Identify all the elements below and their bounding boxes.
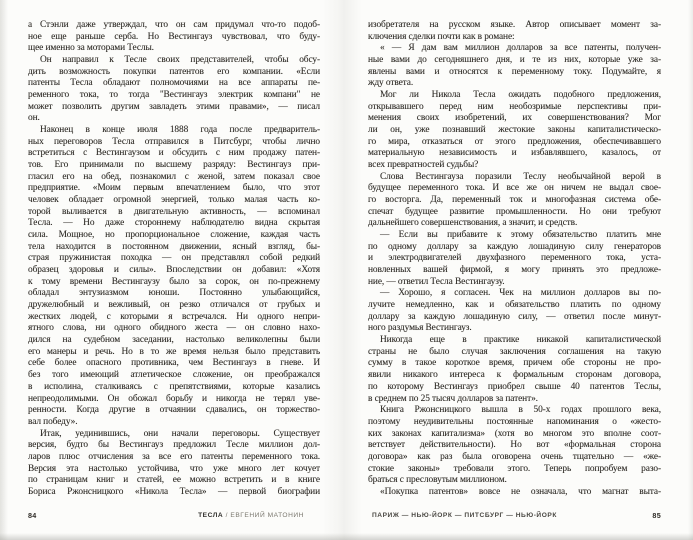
running-head-separator: / bbox=[223, 512, 231, 519]
text-line: — Хорошо, я согласен. Чек на миллион долларов вы по- bbox=[380, 288, 661, 299]
text-line: вал победу». bbox=[28, 416, 78, 427]
left-page-number: 84 bbox=[28, 511, 37, 520]
text-line: к тому времени Вестингаузу было за сорок, он по-прежнему bbox=[28, 276, 320, 287]
text-line: го мира, отказаться от этого предложения, обеспечивавшего bbox=[368, 136, 661, 147]
text-line: обладал энтузиазмом юноши. Постоянно улыбающийся, bbox=[28, 288, 320, 299]
text-line: жду ответа. bbox=[368, 78, 414, 89]
text-line: дружелюбный и вежливый, он резко отличался от грубых и bbox=[28, 300, 320, 311]
text-line: ременного тока, то тогда "Вестингауз электрик компани" не bbox=[28, 90, 320, 101]
text-line: по которому Вестингауз приобрел свыше 40 патентов Теслы, bbox=[368, 381, 661, 392]
text-line: сумму в такое короткое время, причем обе стороны не про- bbox=[368, 358, 661, 369]
text-line: го восторга. Да, переменный ток и многофазная система обе- bbox=[368, 195, 661, 206]
text-line: дить возможность покупки патентов его компании. «Если bbox=[28, 66, 320, 77]
text-line: щее именно за моторами Теслы. bbox=[28, 43, 154, 54]
text-line: дился на судебном заседании, настолько великолепны были bbox=[28, 335, 320, 346]
text-line: тов. Его принимали по высшему разряду: Вестингауз при- bbox=[28, 160, 320, 171]
text-line: а Стэнли даже утверждал, что он сам придумал что-то подоб- bbox=[28, 20, 320, 30]
text-line: « — Я дам вам миллион долларов за все патенты, получен- bbox=[380, 43, 661, 54]
text-line: ключения сделки почти как в романе: bbox=[368, 31, 515, 42]
text-line: договора» как раз была оговорена очень тщательно — «же- bbox=[368, 451, 661, 462]
left-page-footer bbox=[28, 511, 320, 523]
text-line: браться с пресловутым миллионом. bbox=[368, 475, 507, 486]
right-page-footer bbox=[368, 511, 661, 523]
text-line: непреодолимыми. Он обожал борьбу и никогда не терял уве- bbox=[28, 393, 320, 404]
text-line: торой выливается в двигательную активность, — вспоминал bbox=[28, 206, 320, 217]
text-line: образец здоровья и силы». Впоследствии он добавил: «Хотя bbox=[28, 265, 320, 276]
scan-edge-right bbox=[688, 0, 693, 540]
right-running-head: ПАРИЖ — НЬЮ-ЙОРК — ПИТСБУРГ — НЬЮ-ЙОРК bbox=[372, 512, 557, 519]
text-line: страя пружинистая походка — он представлял собой редкий bbox=[28, 253, 320, 264]
text-line: поэтому неудивительны постоянные напоминания о «жесто- bbox=[368, 416, 661, 427]
text-line: встретиться с Вестингаузом и обсудить с ним продажу патен- bbox=[28, 148, 320, 159]
text-line: он. bbox=[28, 113, 40, 124]
text-line: ли он, уже познавший жестокие законы капиталистическо- bbox=[368, 125, 661, 136]
text-line: всех превратностей судьбы? bbox=[368, 160, 479, 171]
text-line: ветствует действительности). Но вот «формальная сторона bbox=[368, 440, 661, 451]
right-page-number: 85 bbox=[652, 511, 661, 520]
text-line: лучите немедленно, как и обязательство платить по одному bbox=[368, 300, 661, 311]
scan-edge-left bbox=[0, 0, 8, 540]
text-line: страны не было случая заключения соглашения на такую bbox=[368, 346, 661, 357]
text-line: Книга Ржонсницкого вышла в 50-х годах прошлого века, bbox=[380, 405, 661, 416]
text-line: Бориса Ржонсницкого «Никола Тесла» — первой биографии bbox=[28, 486, 320, 497]
text-line: Наконец в конце июля 1888 года после предваритель- bbox=[40, 125, 320, 136]
text-line: ного раздумья Вестингауз. bbox=[368, 323, 472, 334]
text-line: в среднем по 25 тысяч долларов за патент». bbox=[368, 393, 538, 404]
text-line: изобретателя на русском языке. Автор описывает момент за- bbox=[368, 20, 661, 30]
text-line: патенты Тесла обладают полномочиями на все аппараты пе- bbox=[28, 78, 320, 89]
text-line: в исполина, сталкиваясь с препятствиями, которые казались bbox=[28, 381, 320, 392]
text-line: Итак, уединившись, они начали переговоры. Существует bbox=[40, 428, 320, 439]
text-line: его манеры и речь. Но в то же время нельзя было представить bbox=[28, 346, 320, 357]
text-line: материальную независимость и избавлявшего, казалось, от bbox=[368, 148, 661, 159]
text-line: жестких людей, с которыми я встречался. Ни одного непри- bbox=[28, 311, 320, 322]
text-line: — Если вы прибавите к этому обязательство платить мне bbox=[380, 230, 661, 241]
text-line: Мог ли Никола Тесла ожидать подобного предложения, bbox=[380, 90, 661, 101]
text-line: ларов плюс отчисления за все его патенты переменного тока. bbox=[28, 451, 320, 462]
text-line: ных переговоров Тесла отправился в Питсбург, чтобы лично bbox=[28, 136, 320, 147]
text-line: новленных вашей фирмой, я могу принять это предложе- bbox=[368, 265, 661, 276]
text-line: открывавшего перед ним необозримые перспективы при- bbox=[368, 101, 661, 112]
text-line: «Покупка патентов» вовсе не означала, что магнат выта- bbox=[380, 486, 661, 497]
text-line: без того имеющий атлетическое сложение, он преображался bbox=[28, 370, 320, 381]
running-head-book-title: ТЕСЛА bbox=[198, 512, 224, 519]
text-line: явлены вами и относятся к переменному току. Подумайте, я bbox=[368, 66, 661, 77]
text-line: будущее переменного тока. И все же он ничем не выдал свое- bbox=[368, 183, 661, 194]
text-line: ное еще раньше серба. Но Вестингауз чувствовал, что буду- bbox=[28, 31, 320, 42]
text-line: явили никакого интереса к формальным сторонам договора, bbox=[368, 370, 661, 381]
text-line: сила. Мощное, но пропорциональное сложение, каждая часть bbox=[28, 230, 320, 241]
text-line: человек обладает огромной энергией, только малая часть ко- bbox=[28, 195, 320, 206]
text-line: ких законах капитализма» (хотя во многом это вполне соот- bbox=[368, 428, 661, 439]
right-page-text-column bbox=[368, 20, 661, 499]
text-line: по страницам книг и статей, ее можно встретить и в книге bbox=[28, 475, 320, 486]
text-line: менения своих изобретений, их совершенствования? Мог bbox=[368, 113, 661, 124]
text-line: предприятие. «Моим первым впечатлением было, что этот bbox=[28, 183, 320, 194]
text-line: доллару за каждую лошадиную силу, — ответил после минут- bbox=[368, 311, 661, 322]
text-line: Никогда еще в практике никакой капиталистической bbox=[380, 335, 661, 346]
text-line: стокие законы» требовали этого. Теперь попробуем разо- bbox=[368, 463, 661, 474]
text-line: по одному доллару за каждую лошадиную силу генераторов bbox=[368, 241, 661, 252]
text-line: ние, — ответил Тесла Вестингаузу. bbox=[368, 276, 505, 287]
text-line: ятного слова, ни одного обидного жеста — он словно нахо- bbox=[28, 323, 320, 334]
text-line: версия, будто бы Вестингауз предложил Тесле миллион дол- bbox=[28, 440, 320, 451]
running-head-author: ЕВГЕНИЙ МАТОНИН bbox=[230, 512, 304, 519]
text-line: может позволить другим завладеть этими правами», — писал bbox=[28, 101, 320, 112]
text-line: Тесла. — Но даже стороннему наблюдателю видна скрытая bbox=[28, 218, 320, 229]
text-line: гласил его на обед, познакомил с женой, затем показал свое bbox=[28, 171, 320, 182]
text-line: ные вами до сегодняшнего дня, и те из них, которые уже за- bbox=[368, 55, 661, 66]
text-line: тела находится в постоянном движении, ясный взгляд, бы- bbox=[28, 241, 320, 252]
text-line: и электродвигателей двухфазного переменного тока, уста- bbox=[368, 253, 661, 264]
left-page-text-column bbox=[28, 20, 320, 499]
text-line: спечат будущее развитие промышленности. Но они требуют bbox=[368, 206, 661, 217]
left-running-head bbox=[198, 512, 304, 519]
text-line: дальнейшего совершенствования, а значит, и средств. bbox=[368, 218, 578, 229]
page-gutter-shadow bbox=[322, 0, 362, 540]
text-line: ренности. Когда другие в отчаянии сдавались, он торжество- bbox=[28, 405, 320, 416]
text-line: Он направил к Тесле своих представителей, чтобы обсу- bbox=[40, 55, 320, 66]
scan-edge-bottom bbox=[0, 533, 693, 540]
text-line: Слова Вестингауза поразили Теслу необычайной верой в bbox=[380, 171, 661, 182]
text-line: себе более опасного противника, чем Вестингауз в гневе. И bbox=[28, 358, 320, 369]
text-line: Версия эта настолько устойчива, что уже много лет кочует bbox=[28, 463, 320, 474]
